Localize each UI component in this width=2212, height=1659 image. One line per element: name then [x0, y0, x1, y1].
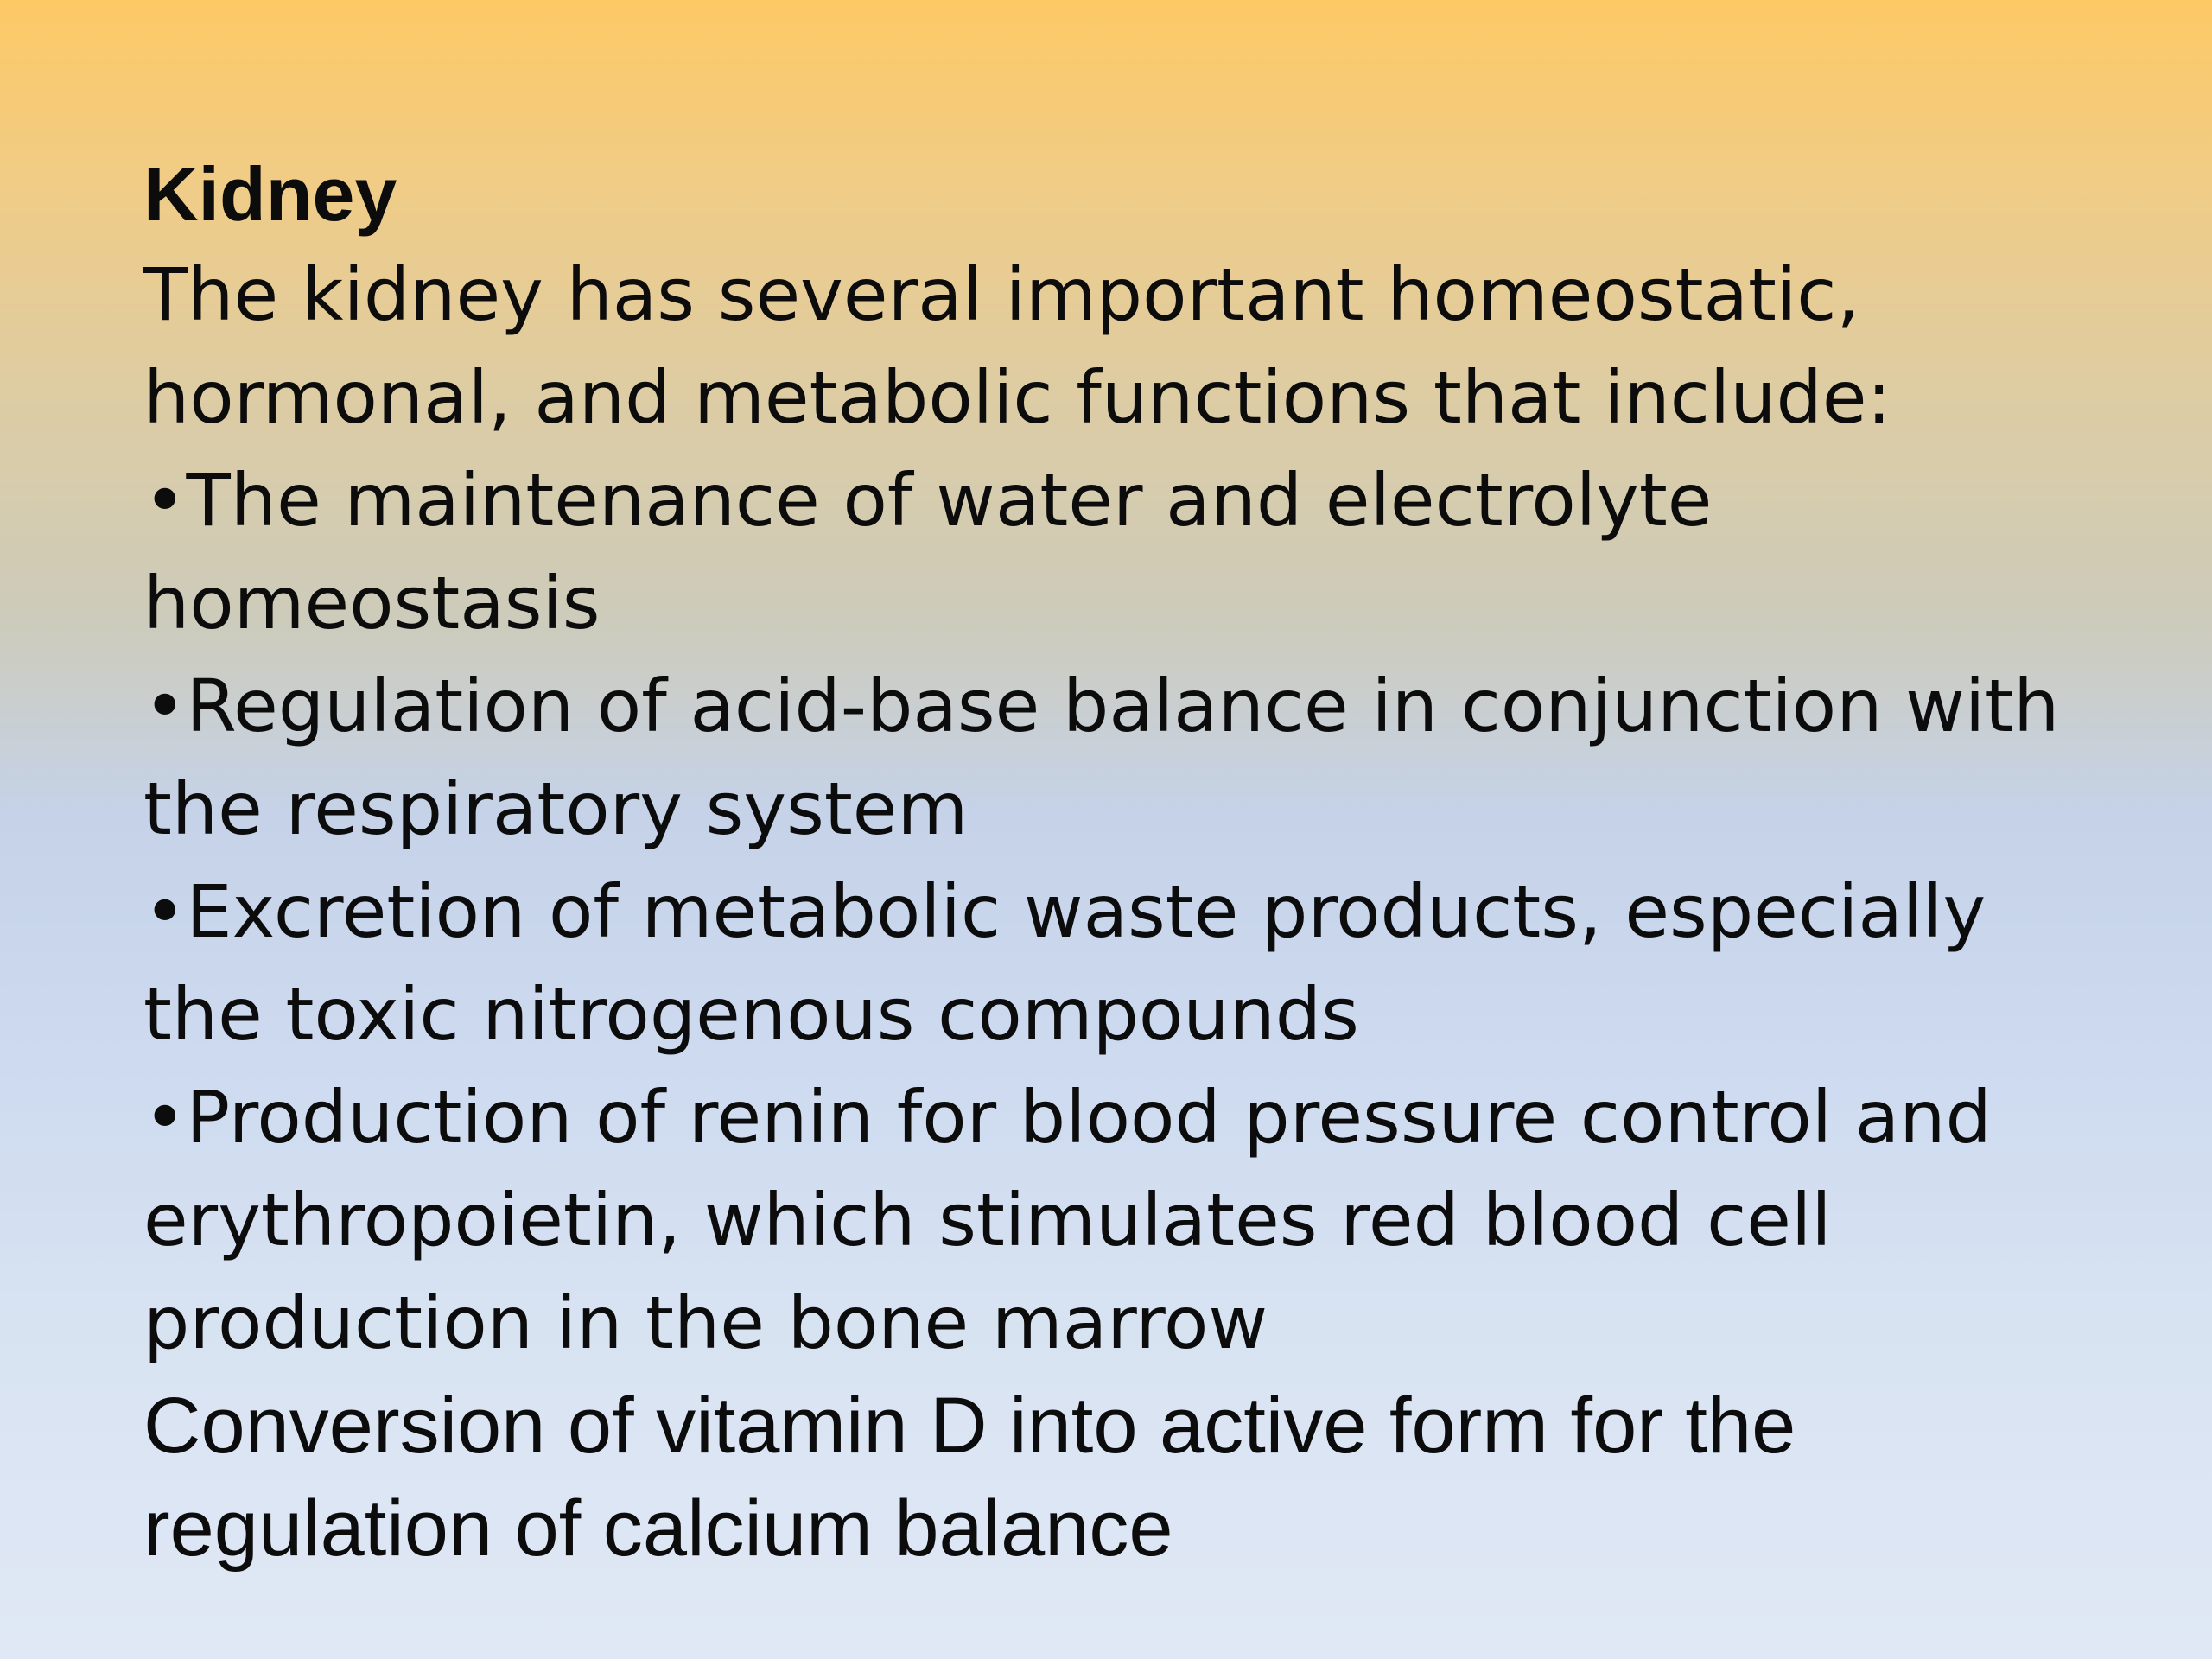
body-line: Conversion of vitamin D into active form for the: [143, 1382, 1796, 1470]
body-line: The kidney has several important homeostatic,: [143, 252, 1860, 337]
body-line: production in the bone marrow: [143, 1281, 1268, 1365]
slide-content: [143, 145, 2131, 1580]
body-line: regulation of calcium balance: [143, 1484, 1173, 1573]
body-line: hormonal, and metabolic functions that include:: [143, 355, 1891, 440]
body-line: erythropoietin, which stimulates red blood cell: [143, 1178, 1832, 1262]
bullet-line: •Regulation of acid-base balance in conjunction with: [143, 664, 2060, 748]
body-text: [143, 244, 2131, 1375]
body-line: the respiratory system: [143, 766, 969, 851]
bullet-line: •Excretion of metabolic waste products, especially: [143, 869, 1986, 954]
slide-title: Kidney: [143, 151, 397, 237]
bullet-line: •The maintenance of water and electrolyte: [143, 458, 1713, 543]
bullet-line: •Production of renin for blood pressure control and: [143, 1075, 1992, 1160]
body-line: the toxic nitrogenous compounds: [143, 972, 1359, 1057]
last-paragraph: [143, 1375, 2131, 1580]
body-line: homeostasis: [143, 561, 601, 645]
